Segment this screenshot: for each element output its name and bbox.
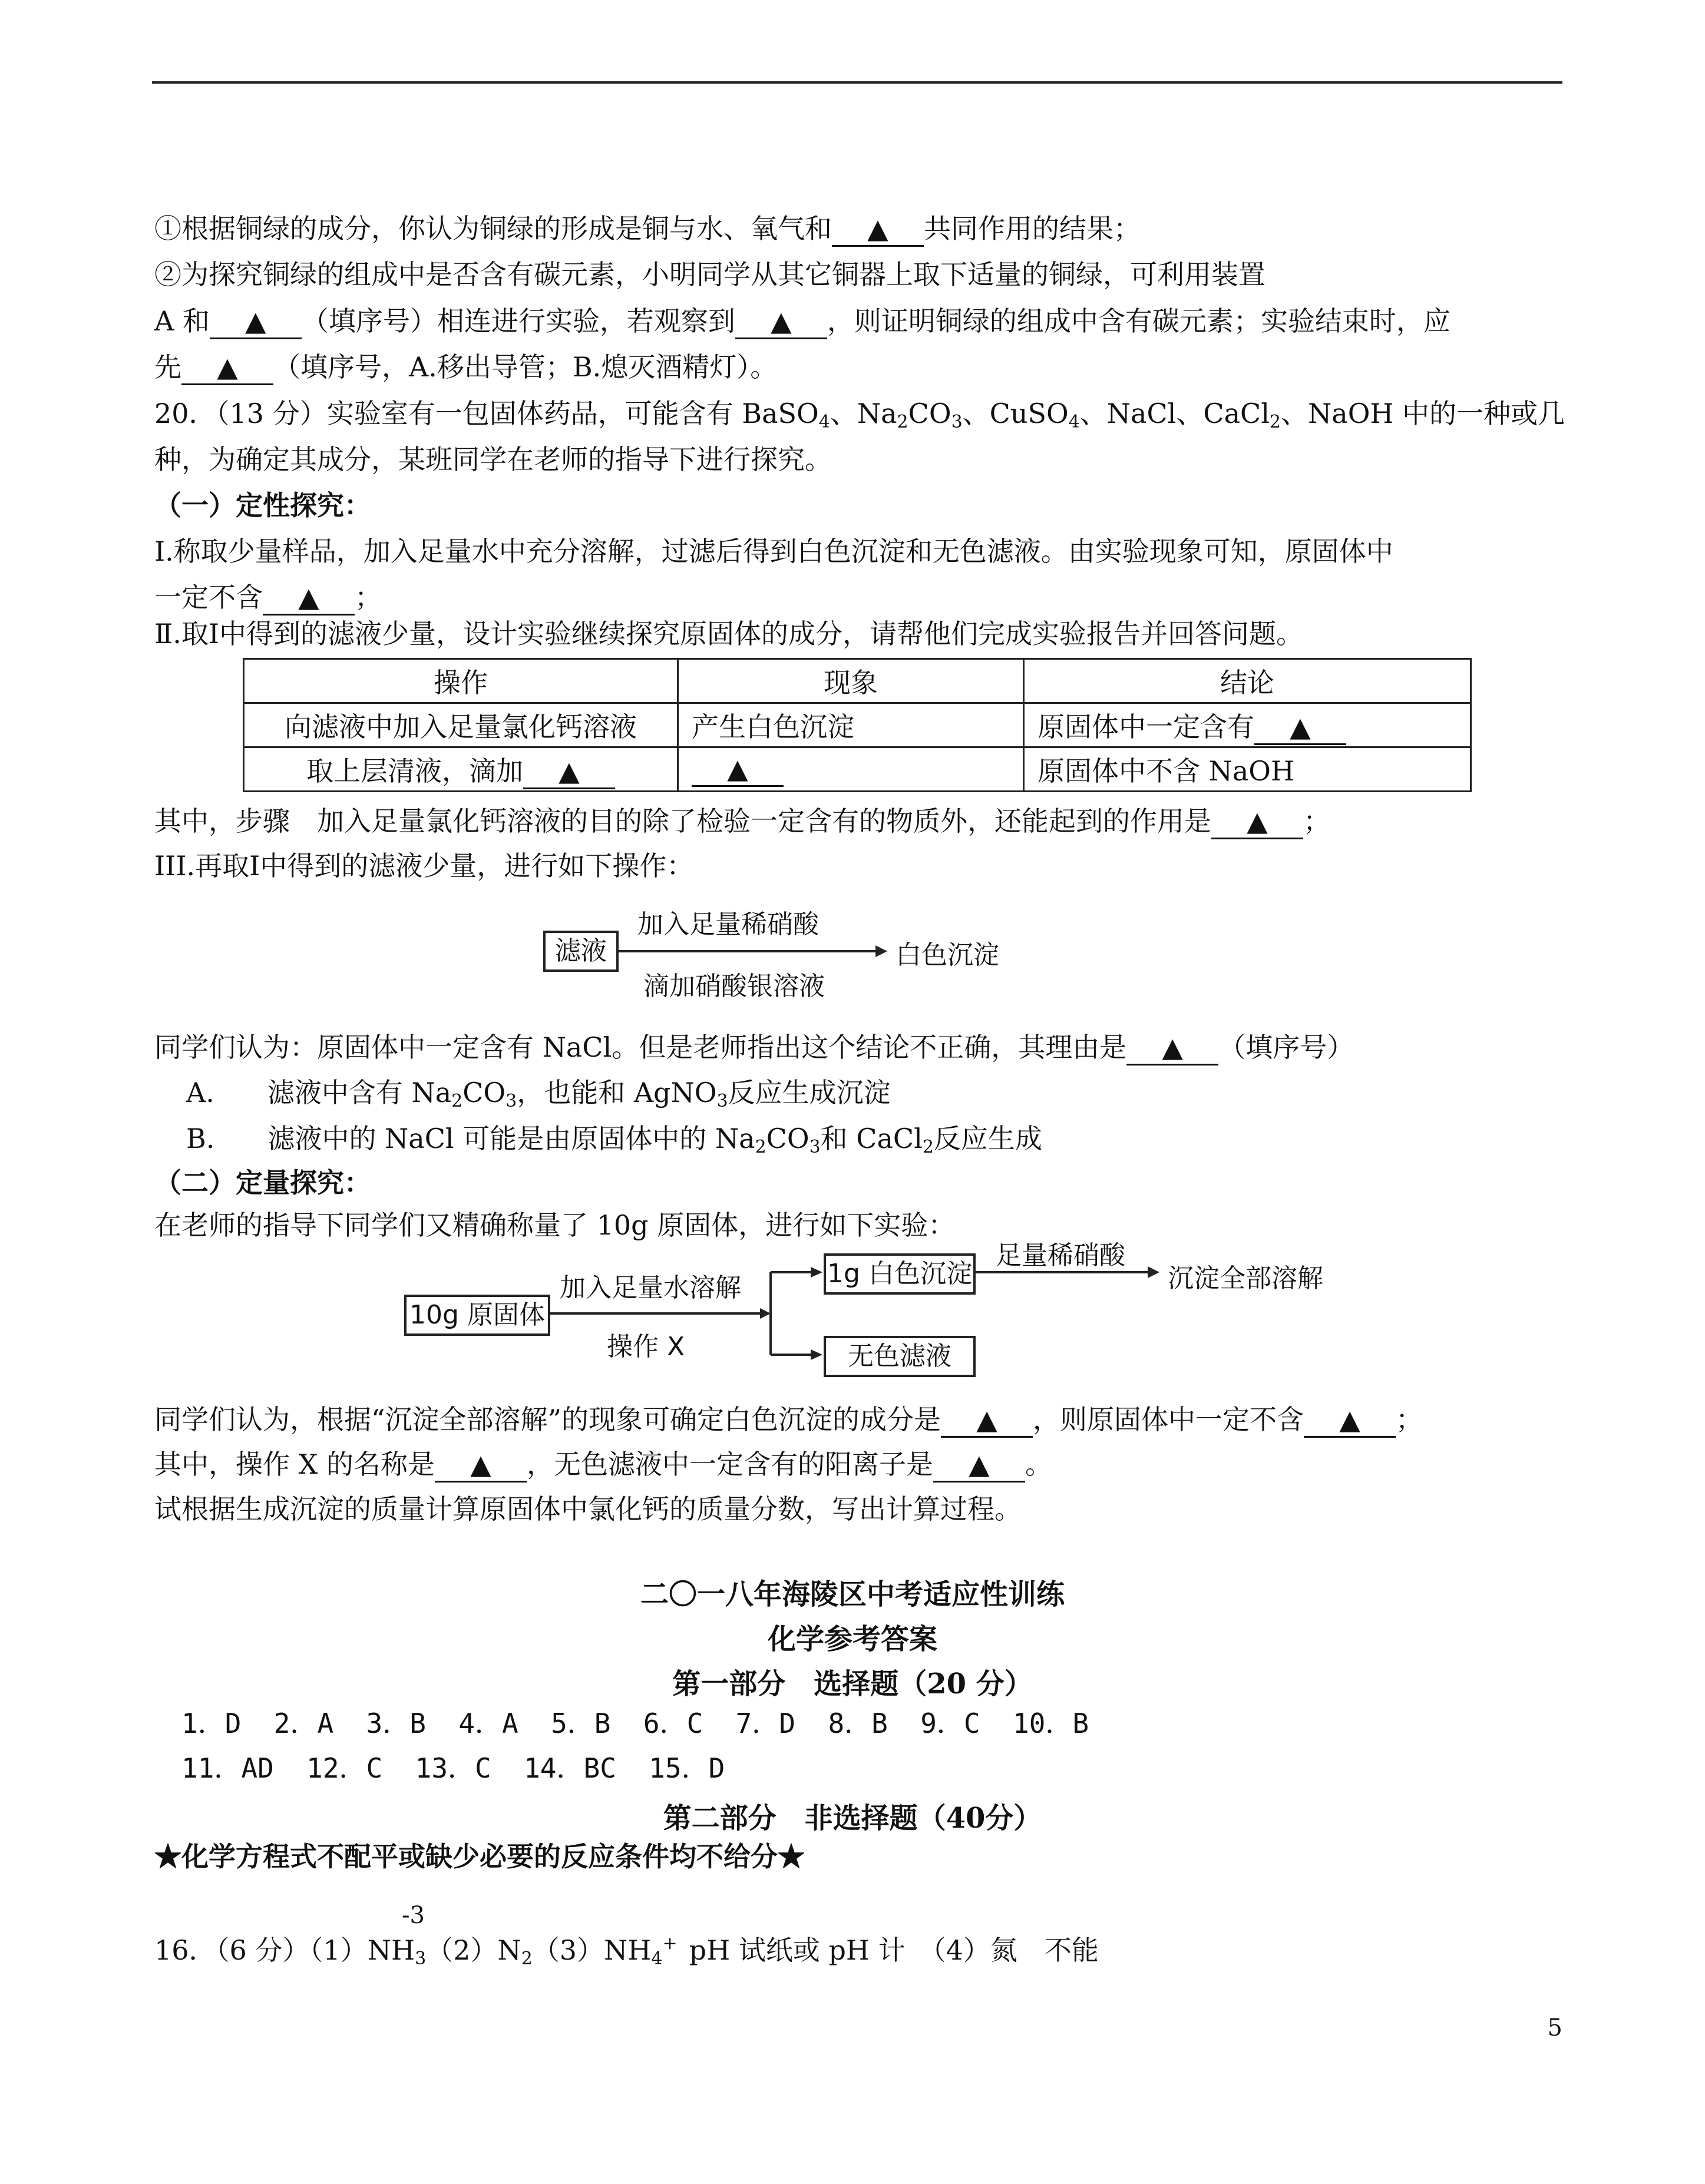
result-label: 白色沉淀 — [896, 940, 999, 970]
answer-blank[interactable]: ▲ — [735, 305, 827, 339]
part-two-heading: 第二部分 非选择题（40分） — [663, 1802, 1042, 1835]
conclusion-line: 同学们认为：原固体中一定含有 NaCl。但是老师指出这个结论不正确，其理由是 ▲ （填序号） — [154, 1030, 1354, 1065]
reagent-label-top: 加入足量稀硝酸 — [637, 909, 819, 939]
header-operation: 操作 — [244, 659, 678, 703]
part-one-heading: 第一部分 选择题（20 分） — [672, 1667, 1033, 1700]
option-a: A. 滤液中含有 $Na_2CO_3$，也能和 AgNO$_3$反应生成沉淀 — [186, 1077, 891, 1111]
oxidation-state: -3 — [402, 1902, 425, 1929]
filtrate-box: 滤液 — [543, 931, 619, 972]
filtrate-box: 无色滤液 — [824, 1336, 976, 1377]
answer-blank[interactable]: ▲ — [1211, 805, 1303, 839]
q19-line-2: ②为探究铜绿的组成中是否含有碳元素，小明同学从其它铜器上取下适量的铜绿，可利用装置 — [154, 259, 1265, 290]
quantitative-line-1: 同学们认为，根据“沉淀全部溶解”的现象可确定白色沉淀的成分是 ▲ ，则原固体中一定不含 ▲ ； — [154, 1402, 1423, 1438]
header-phenomenon: 现象 — [678, 659, 1024, 703]
table-row: 向滤液中加入足量氯化钙溶液 产生白色沉淀 原固体中一定含有 ▲ — [244, 703, 1471, 747]
quantitative-intro: 在老师的指导下同学们又精确称量了 10g 原固体，进行如下实验： — [154, 1209, 956, 1241]
step-ii-followup: 其中，步骤 加入足量氯化钙溶液的目的除了检验一定含有的物质外，还能起到的作用是 ▲ ； — [154, 803, 1330, 839]
header-rule — [152, 81, 1562, 84]
quantitative-line-2: 其中，操作 X 的名称是 ▲ ，无色滤液中一定含有的阳离子是 ▲ 。 — [154, 1447, 1052, 1483]
acid-label: 足量稀硝酸 — [996, 1240, 1125, 1270]
answer-blank[interactable]: ▲ — [210, 305, 302, 339]
grading-note: ★化学方程式不配平或缺少必要的反应条件均不给分★ — [154, 1841, 805, 1872]
operation-x-label: 操作 X — [607, 1332, 685, 1362]
answer-q16: 16．（6 分）$(1)NH_3(2)N_2(3)NH_4^+$ pH 试纸或 pH 计 （4）氮 不能 — [154, 1933, 1099, 1969]
answer-blank[interactable]: ▲ — [181, 350, 273, 385]
start-box: 10g 原固体 — [404, 1295, 550, 1336]
section-qualitative: （一）定性探究： — [154, 489, 371, 521]
page-number: 5 — [1547, 2014, 1562, 2041]
table-header-row — [244, 659, 1471, 703]
step-i-line-2: 一定不含 ▲ ； — [154, 580, 382, 616]
quantitative-line-3: 试根据生成沉淀的质量计算原固体中氯化钙的质量分数，写出计算过程。 — [154, 1493, 1022, 1525]
table-row: 取上层清液，滴加 ▲ ▲ 原固体中不含 NaOH — [244, 747, 1471, 792]
answer-row-2: 11．AD 12．C 13．C 14．BC 15．D — [181, 1752, 725, 1784]
answer-row-1: 1．D 2．A 3．B 4．A 5．B 6．C 7．D 8．B 9．C 10．B — [181, 1708, 1089, 1739]
q20-line-2: 种，为确定其成分，某班同学在老师的指导下进行探究。 — [154, 444, 832, 475]
answer-blank[interactable]: ▲ — [941, 1403, 1033, 1438]
answer-blank[interactable]: ▲ — [832, 212, 924, 247]
answer-blank[interactable]: ▲ — [1304, 1403, 1396, 1438]
answer-blank[interactable]: ▲ — [435, 1448, 527, 1483]
answer-subtitle: 化学参考答案 — [767, 1623, 937, 1656]
q19-line-1: ①根据铜绿的成分，你认为铜绿的形成是铜与水、氧气和 ▲ 共同作用的结果； — [154, 211, 1141, 247]
q19-line-3: A 和 ▲ （填序号）相连进行实验，若观察到 ▲ ，则证明铜绿的组成中含有碳元素；实验结束时，应 — [154, 303, 1450, 339]
step-ii: Ⅱ.取Ⅰ中得到的滤液少量，设计实验继续探究原固体的成分，请帮他们完成实验报告并回答问题。 — [154, 618, 1304, 650]
dissolve-label: 加入足量水溶解 — [560, 1273, 741, 1303]
answer-blank[interactable]: ▲ — [523, 755, 615, 789]
reagent-label-bottom: 滴加硝酸银溶液 — [643, 971, 825, 1001]
option-b: B. 滤液中的 NaCl 可能是由原固体中的 $Na_2CO_3$和 CaCl$_2$反应生成 — [186, 1123, 1042, 1157]
arrow-icon — [973, 1263, 1159, 1281]
step-i-line-1: Ⅰ.称取少量样品，加入足量水中充分溶解，过滤后得到白色沉淀和无色滤液。由实验现象可知，原固体中 — [154, 535, 1393, 567]
header-conclusion: 结论 — [1024, 659, 1471, 703]
branch-arrow-icon — [548, 1260, 825, 1366]
answer-blank[interactable]: ▲ — [1254, 710, 1346, 745]
dissolve-result-label: 沉淀全部溶解 — [1168, 1263, 1323, 1293]
answer-blank[interactable]: ▲ — [1126, 1031, 1218, 1065]
answer-blank[interactable]: ▲ — [933, 1448, 1025, 1483]
section-quantitative: （二）定量探究： — [154, 1167, 371, 1199]
precipitate-box: 1g 白色沉淀 — [824, 1253, 976, 1295]
experiment-report-table — [243, 658, 1472, 792]
q20-line-1: 20．（13 分）实验室有一包固体药品，可能含有 BaSO$_4$、$Na_2CO_3$、CuSO$_4$、NaCl、CaCl$_2$、NaOH 中的一种或几 — [154, 398, 1565, 432]
step-iii: III.再取Ⅰ中得到的滤液少量，进行如下操作： — [154, 850, 694, 882]
answer-blank[interactable]: ▲ — [692, 752, 784, 787]
q19-line-4: 先 ▲ （填序号，A.移出导管；B.熄灭酒精灯）。 — [154, 349, 777, 385]
answer-title: 二〇一八年海陵区中考适应性训练 — [640, 1578, 1065, 1611]
answer-blank[interactable]: ▲ — [263, 581, 355, 616]
arrow-icon — [616, 942, 887, 960]
